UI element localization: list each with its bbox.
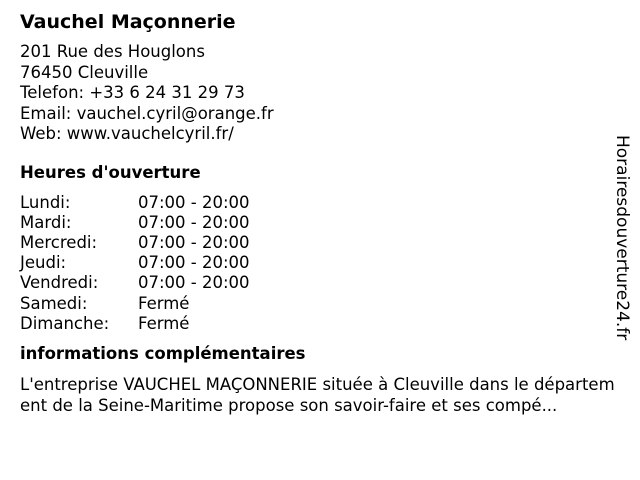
day-label: Lundi: bbox=[20, 192, 71, 212]
day-hours: 07:00 - 20:00 bbox=[138, 253, 250, 273]
hours-row-monday bbox=[20, 193, 610, 213]
day-hours: 07:00 - 20:00 bbox=[138, 192, 250, 212]
day-hours: Fermé bbox=[138, 293, 190, 313]
hours-row-tuesday bbox=[20, 213, 610, 233]
day-label: Samedi: bbox=[20, 293, 88, 313]
day-hours: 07:00 - 20:00 bbox=[138, 273, 250, 293]
additional-info-title: informations complémentaires bbox=[20, 343, 306, 363]
day-label: Mardi: bbox=[20, 212, 72, 232]
opening-hours-title: Heures d'ouverture bbox=[20, 162, 201, 182]
phone-number[interactable]: Telefon: +33 6 24 31 29 73 bbox=[20, 83, 245, 102]
hours-row-friday bbox=[20, 273, 610, 293]
day-label: Dimanche: bbox=[20, 313, 110, 333]
site-watermark: Horairesdouverture24.fr bbox=[612, 135, 632, 341]
email-address[interactable]: Email: vauchel.cyril@orange.fr bbox=[20, 103, 274, 123]
day-hours: 07:00 - 20:00 bbox=[138, 212, 250, 232]
day-hours: Fermé bbox=[138, 313, 190, 333]
street-address: 201 Rue des Houglons bbox=[20, 42, 205, 61]
day-label: Jeudi: bbox=[20, 253, 67, 273]
day-hours: 07:00 - 20:00 bbox=[138, 232, 250, 252]
business-name: Vauchel Maçonnerie bbox=[20, 11, 236, 33]
day-label: Mercredi: bbox=[20, 232, 98, 252]
hours-row-saturday bbox=[20, 294, 610, 314]
hours-row-sunday bbox=[20, 314, 610, 334]
hours-row-thursday bbox=[20, 253, 610, 273]
business-card bbox=[20, 10, 615, 416]
opening-hours-table bbox=[20, 193, 610, 334]
website-link[interactable]: Web: www.vauchelcyril.fr/ bbox=[20, 124, 234, 143]
contact-block bbox=[20, 42, 610, 145]
day-label: Vendredi: bbox=[20, 273, 99, 293]
additional-info-text: L'entreprise VAUCHEL MAÇONNERIE située à Cleuville dans le département de la Seine-Maritime propose son savoir-faire et ses compé... bbox=[20, 374, 615, 415]
city-address: 76450 Cleuville bbox=[20, 62, 149, 82]
hours-row-wednesday bbox=[20, 233, 610, 253]
